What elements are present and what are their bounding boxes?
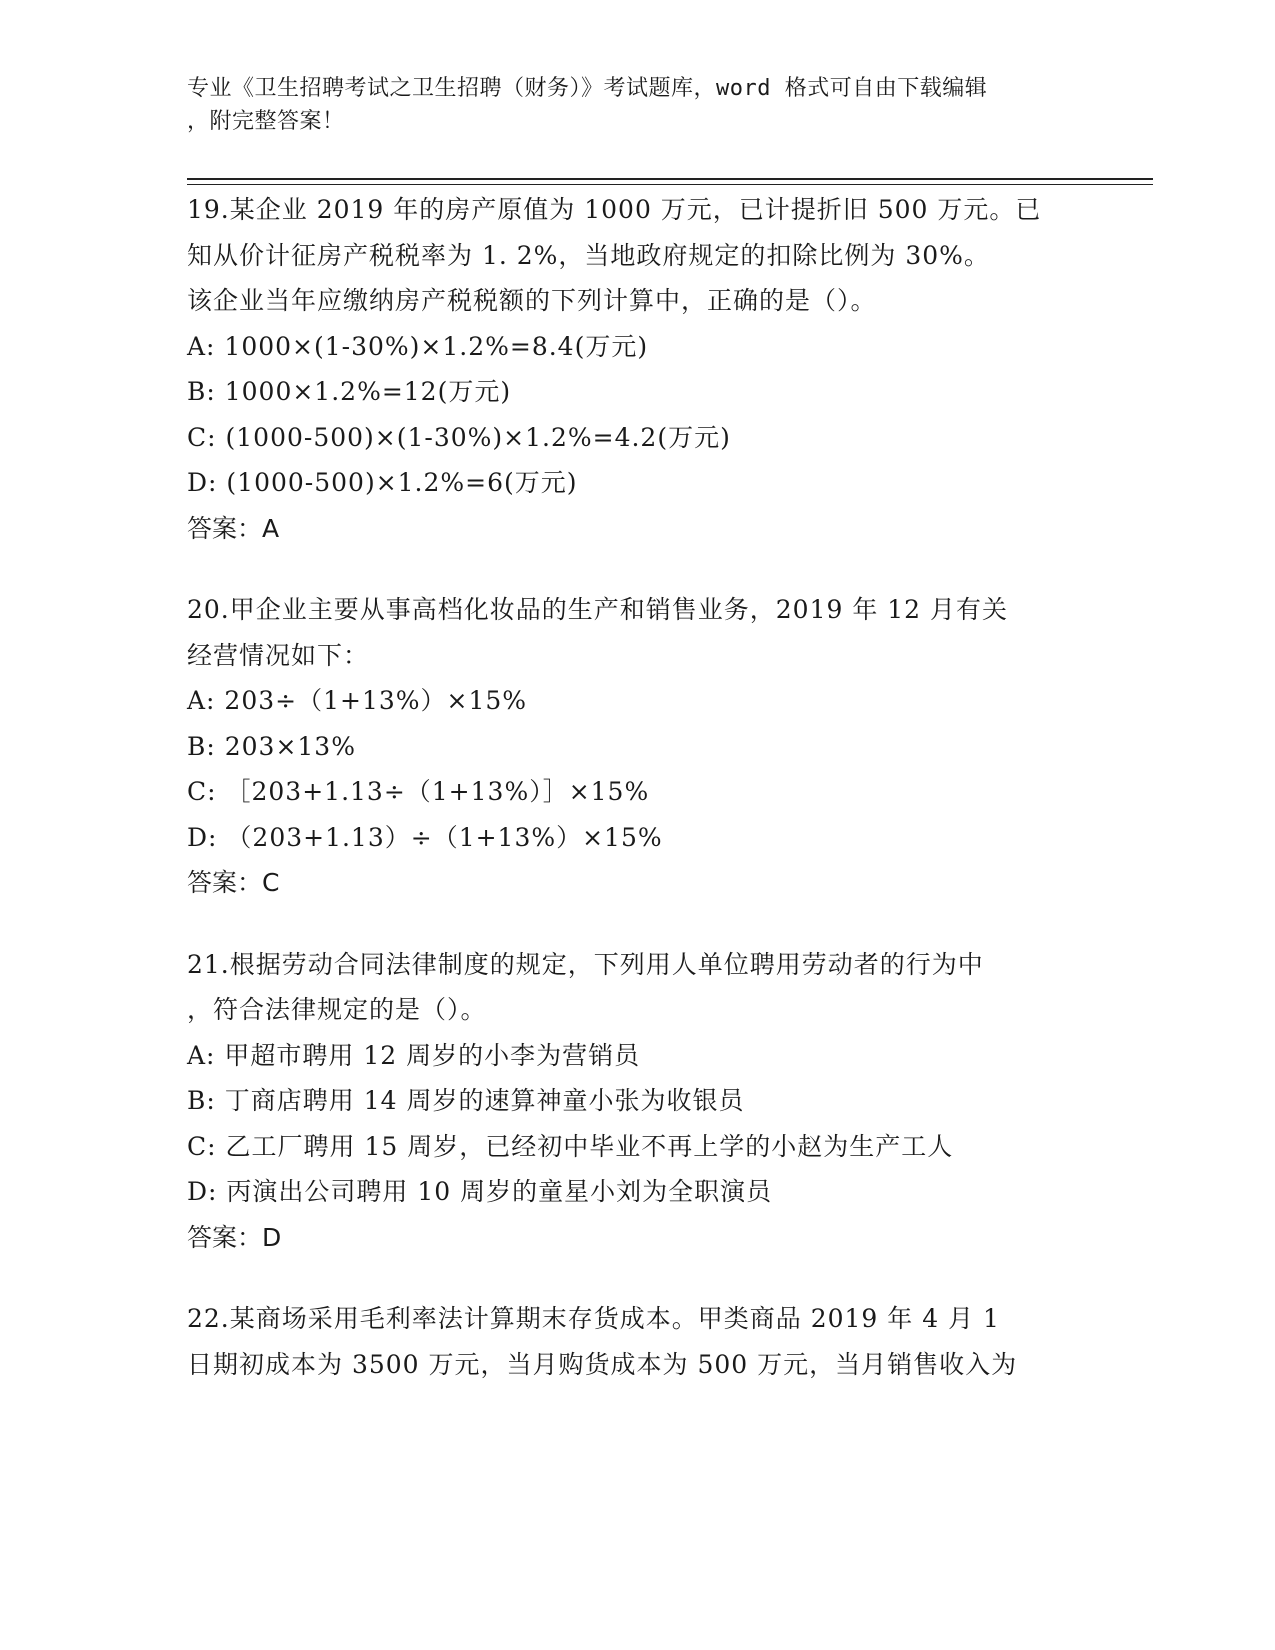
option-c: C: 乙工厂聘用 15 周岁，已经初中毕业不再上学的小赵为生产工人 bbox=[187, 1131, 954, 1161]
option-a: A: 甲超市聘用 12 周岁的小李为营销员 bbox=[187, 1040, 641, 1070]
question-stem-line: 19.某企业 2019 年的房产原值为 1000 万元，已计提折旧 500 万元。已 bbox=[187, 195, 1042, 224]
header-line-1: 专业《卫生招聘考试之卫生招聘（财务）》考试题库，word 格式可自由下载编辑 bbox=[187, 76, 988, 101]
option-b: B: 203×13% bbox=[187, 731, 356, 761]
answer-label: 答案：A bbox=[187, 513, 280, 543]
option-d: D: (1000-500)×1.2%=6(万元) bbox=[187, 468, 578, 497]
option-c: C: ［203+1.13÷（1+13%）］×15% bbox=[187, 777, 650, 806]
option-c: C: (1000-500)×(1-30%)×1.2%=4.2(万元) bbox=[187, 422, 731, 452]
option-b: B: 1000×1.2%=12(万元) bbox=[187, 377, 512, 406]
option-d: D: （203+1.13）÷（1+13%）×15% bbox=[187, 822, 663, 852]
answer-label: 答案：D bbox=[187, 1222, 282, 1252]
question-stem-line: 知从价计征房产税税率为 1. 2%，当地政府规定的扣除比例为 30%。 bbox=[187, 240, 990, 270]
question-stem-line: 22.某商场采用毛利率法计算期末存货成本。甲类商品 2019 年 4 月 1 bbox=[187, 1304, 1000, 1333]
question-stem-line: 经营情况如下： bbox=[187, 640, 370, 670]
header-line-2: ，附完整答案！ bbox=[187, 109, 345, 134]
option-b: B: 丁商店聘用 14 周岁的速算神童小张为收银员 bbox=[187, 1086, 745, 1115]
page-header bbox=[187, 72, 1067, 138]
question-stem-line: ，符合法律规定的是（）。 bbox=[187, 995, 487, 1024]
question-stem-line: 该企业当年应缴纳房产税税额的下列计算中，正确的是（）。 bbox=[187, 286, 877, 315]
question-list bbox=[187, 187, 1087, 1423]
answer-label: 答案：C bbox=[187, 868, 280, 897]
question-20 bbox=[187, 587, 1087, 906]
header-rule-thick bbox=[187, 178, 1153, 180]
option-a: A: 1000×(1-30%)×1.2%=8.4(万元) bbox=[187, 331, 649, 361]
question-21 bbox=[187, 942, 1087, 1261]
option-a: A: 203÷（1+13%）×15% bbox=[187, 686, 528, 715]
question-22 bbox=[187, 1296, 1087, 1387]
question-stem-line: 21.根据劳动合同法律制度的规定，下列用人单位聘用劳动者的行为中 bbox=[187, 949, 984, 979]
question-stem-line: 日期初成本为 3500 万元，当月购货成本为 500 万元，当月销售收入为 bbox=[187, 1349, 1018, 1379]
question-19 bbox=[187, 187, 1087, 551]
option-d: D: 丙演出公司聘用 10 周岁的童星小刘为全职演员 bbox=[187, 1177, 773, 1206]
header-rule-thin bbox=[187, 184, 1153, 185]
question-stem-line: 20.甲企业主要从事高档化妆品的生产和销售业务，2019 年 12 月有关 bbox=[187, 595, 1009, 624]
